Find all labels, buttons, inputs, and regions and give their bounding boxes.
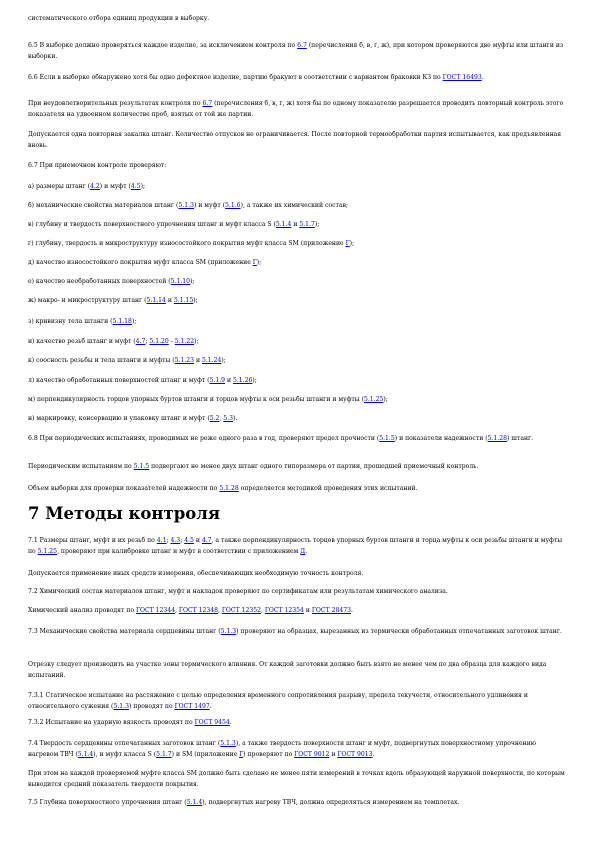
- list-item: б) механические свойства материалов штанг (5.1.3) и муфт (5.1.6), а также их химический состав;: [28, 202, 348, 209]
- link[interactable]: ГОСТ 12354: [264, 607, 304, 614]
- link[interactable]: ГОСТ 1497: [174, 703, 210, 711]
- link[interactable]: ГОСТ 12352: [221, 607, 261, 614]
- link[interactable]: 4.7: [135, 338, 146, 345]
- link[interactable]: Г: [239, 751, 244, 759]
- list-item: г) глубину, твердость и микроструктуру износостойкого покрытия муфт класса SM (приложение Г);: [28, 240, 355, 247]
- link[interactable]: Г: [345, 240, 350, 247]
- link[interactable]: 5.1.4: [77, 751, 94, 759]
- link[interactable]: 4.3: [170, 537, 181, 544]
- paragraph: 7.3.1 Статическое испытание на растяжение с целью определения временного сопротивления разрыву, предела текучести, относительного удлинения и относительного сужения (5.1.3) проводят по ГОСТ 1497.: [28, 692, 528, 711]
- link[interactable]: 5.1.14: [146, 297, 166, 304]
- link[interactable]: 5.1.18: [112, 318, 132, 325]
- list-item: а) размеры штанг (4.2) и муфт (4.5);: [28, 183, 146, 190]
- list-item: д) качество износостойкого покрытия муфт класса SM (приложение Г);: [28, 259, 262, 266]
- link[interactable]: ГОСТ 28473: [311, 607, 351, 614]
- list-item: и) качество резьб штанг и муфт (4.7; 5.1.20 - 5.1.22);: [28, 338, 199, 345]
- paragraph: Допускается применение иных средств измерения, обеспечивающих необходимую точность контроля.: [28, 570, 364, 577]
- paragraph: При этом на каждой проверяемой муфте класса SM должно быть сделано не менее пяти измерений в точках вдоль образующей наружной поверхности, по которым выводится средний показатель твердости покрытия.: [28, 770, 565, 789]
- paragraph: Допускается одна повторная закалка штанг. Количество отпусков не ограничивается. После повторной термообработки партия испытывается, как предъявленная вновь.: [28, 131, 562, 150]
- link[interactable]: 5.1.28: [219, 485, 239, 492]
- link[interactable]: 5.2: [209, 415, 220, 422]
- list-item: з) кривизну тела штанги (5.1.18);: [28, 318, 137, 325]
- link[interactable]: 4.2: [90, 183, 100, 190]
- link[interactable]: 5.1.3: [220, 740, 236, 747]
- paragraph: Отрезку следует производить на участке зоны термического влияния. От каждой заготовки должно быть взято не менее чем по два образца для каждого вида испытаний.: [28, 661, 547, 680]
- link[interactable]: 5.1.7: [156, 751, 172, 759]
- link[interactable]: 6.7: [202, 100, 213, 107]
- link[interactable]: 5.1.4: [186, 799, 203, 806]
- link[interactable]: 5.1.10: [170, 278, 191, 285]
- link[interactable]: 5.1.5: [133, 463, 150, 470]
- paragraph: Периодическим испытаниям по 5.1.5 подвергают не менее двух штанг одного типоразмера от партии, прошедшей приемочный контроль.: [28, 463, 479, 470]
- paragraph: 6.7 При приемочном контроле проверяют:: [28, 162, 167, 169]
- list-item: м) перпендикулярность торцов упорных буртов штанги и торцов муфты к оси резьбы штанги и муфты (5.1.25);: [28, 396, 388, 403]
- paragraph: систематического отбора единиц продукции в выборку.: [28, 15, 210, 22]
- paragraph: Объем выборки для проверки показателей надежности по 5.1.28 определяется методикой проведения этих испытаний.: [28, 485, 418, 492]
- link[interactable]: 5.1.9: [209, 377, 226, 384]
- link[interactable]: 5.1.20: [149, 338, 169, 345]
- paragraph: 7.1 Размеры штанг, муфт и их резьб по 4.1; 4.3; 4.5 и 4.7, а также перпендикулярность торцов упорных буртов штанги и торца муфты к оси резьбы штанги и муфты по 5.1.25, проверяют при калибровке штанг и муфт в соответствии с приложением Д.: [28, 537, 563, 556]
- link[interactable]: 5.1.23: [174, 357, 195, 364]
- section-heading: 7 Методы контроля: [28, 504, 221, 523]
- paragraph: 7.2 Химический состав материалов штанг, муфт и накладок проверяют по сертификатам или результатам химического анализа.: [28, 588, 448, 595]
- link[interactable]: 5.3: [223, 415, 233, 422]
- paragraph: 6.6 Если в выборке обнаружено хотя бы одно дефектное изделие, партию бракуют в соответствии с вариантом браковки КЗ по ГОСТ 16493.: [28, 74, 484, 81]
- link[interactable]: 5.1.22: [174, 338, 195, 345]
- paragraph: 6.5 В выборке должно проверяться каждое изделие, за исключением контроля по 6.7 (перечисления б, в, г, ж), при котором проверяются две муфты или штанги из выборки.: [28, 42, 564, 61]
- list-item: е) качество необработанных поверхностей (5.1.10);: [28, 278, 195, 285]
- link[interactable]: 5.1.3: [220, 628, 237, 635]
- link[interactable]: ГОСТ 9013: [337, 751, 373, 759]
- link[interactable]: 5.1.4: [275, 221, 292, 228]
- paragraph: При неудовлетворительных результатах контроля по 6.7 (перечисления б, в, г, ж) хотя бы по одному показателю разрешается проводить повторный контроль этого показателя на удвоенном количестве проб, взятых от той же партии.: [28, 100, 564, 119]
- link[interactable]: 5.1.25: [363, 396, 384, 403]
- list-item: ж) макро- и микроструктуру штанг (5.1.14 и 5.1.15);: [28, 297, 198, 304]
- link[interactable]: 5.1.5: [379, 435, 395, 442]
- paragraph: 7.4 Твердость сердцевины отпечатанных заготовок штанг (5.1.3), а также твердость поверхности штанг и муфт, подвергнутых поверхностному упрочнению нагревом ТВЧ (5.1.4), и муфт класса S (5.1.7) и SM (приложение Г) проверяют по ГОСТ 9012 и ГОСТ 9013.: [28, 740, 536, 759]
- link[interactable]: 5.1.7: [299, 221, 315, 228]
- link[interactable]: 5.1.3: [113, 703, 129, 711]
- link[interactable]: 4.5: [184, 537, 194, 544]
- paragraph: 7.3 Механические свойства материала сердцевины штанг (5.1.3) проверяют на образцах, вырезанных из термически обработанных отпечатанных заготовок штанг.: [28, 628, 562, 635]
- link[interactable]: 4.5: [130, 183, 141, 190]
- link[interactable]: ГОСТ 9454: [194, 719, 230, 726]
- paragraph: 7.5 Глубина поверхностного упрочнения штанг (5.1.4), подвергнутых нагреву ТВЧ, должна определяться измерением на темплетах.: [28, 799, 460, 806]
- list-item: н) маркировку, консервацию и упаковку штанг и муфт (5.2, 5.3).: [28, 415, 238, 422]
- link[interactable]: 5.1.15: [173, 297, 194, 304]
- link[interactable]: 5.1.3: [178, 202, 194, 209]
- list-item: л) качество обработанных поверхностей штанг и муфт (5.1.9 и 5.1.26);: [28, 377, 257, 384]
- link[interactable]: ГОСТ 16493: [442, 74, 482, 81]
- paragraph: Химический анализ проводят по ГОСТ 12344, ГОСТ 12348, ГОСТ 12352, ГОСТ 12354 и ГОСТ 28473.: [28, 607, 353, 614]
- link[interactable]: 5.1.26: [232, 377, 253, 384]
- link[interactable]: 5.1.24: [201, 357, 222, 364]
- link[interactable]: 5.1.6: [225, 202, 241, 209]
- list-item: к) соосность резьбы и тела штанги и муфты (5.1.23 и 5.1.24);: [28, 357, 226, 364]
- paragraph: 6.8 При периодических испытаниях, проводимых не реже одного раза в год, проверяют предел прочности (5.1.5) и показатели надежности (5.1.28) штанг.: [28, 435, 534, 442]
- link[interactable]: Д: [300, 548, 306, 556]
- link[interactable]: ГОСТ 9012: [294, 751, 330, 759]
- link[interactable]: 5.1.28: [487, 435, 507, 442]
- link[interactable]: ГОСТ 12344: [135, 607, 176, 614]
- link[interactable]: Г: [252, 259, 257, 266]
- link[interactable]: 4.1: [156, 537, 167, 544]
- link[interactable]: 4.7: [201, 537, 212, 544]
- paragraph: 7.3.2 Испытание на ударную вязкость проводят по ГОСТ 9454.: [28, 719, 232, 726]
- link[interactable]: ГОСТ 12348: [178, 607, 219, 614]
- link[interactable]: 6.7: [297, 42, 307, 49]
- link[interactable]: 5.1.25: [37, 548, 58, 556]
- list-item: в) глубину и твердость поверхностного упрочнения штанг и муфт класса S (5.1.4 и 5.1.7);: [28, 221, 320, 228]
